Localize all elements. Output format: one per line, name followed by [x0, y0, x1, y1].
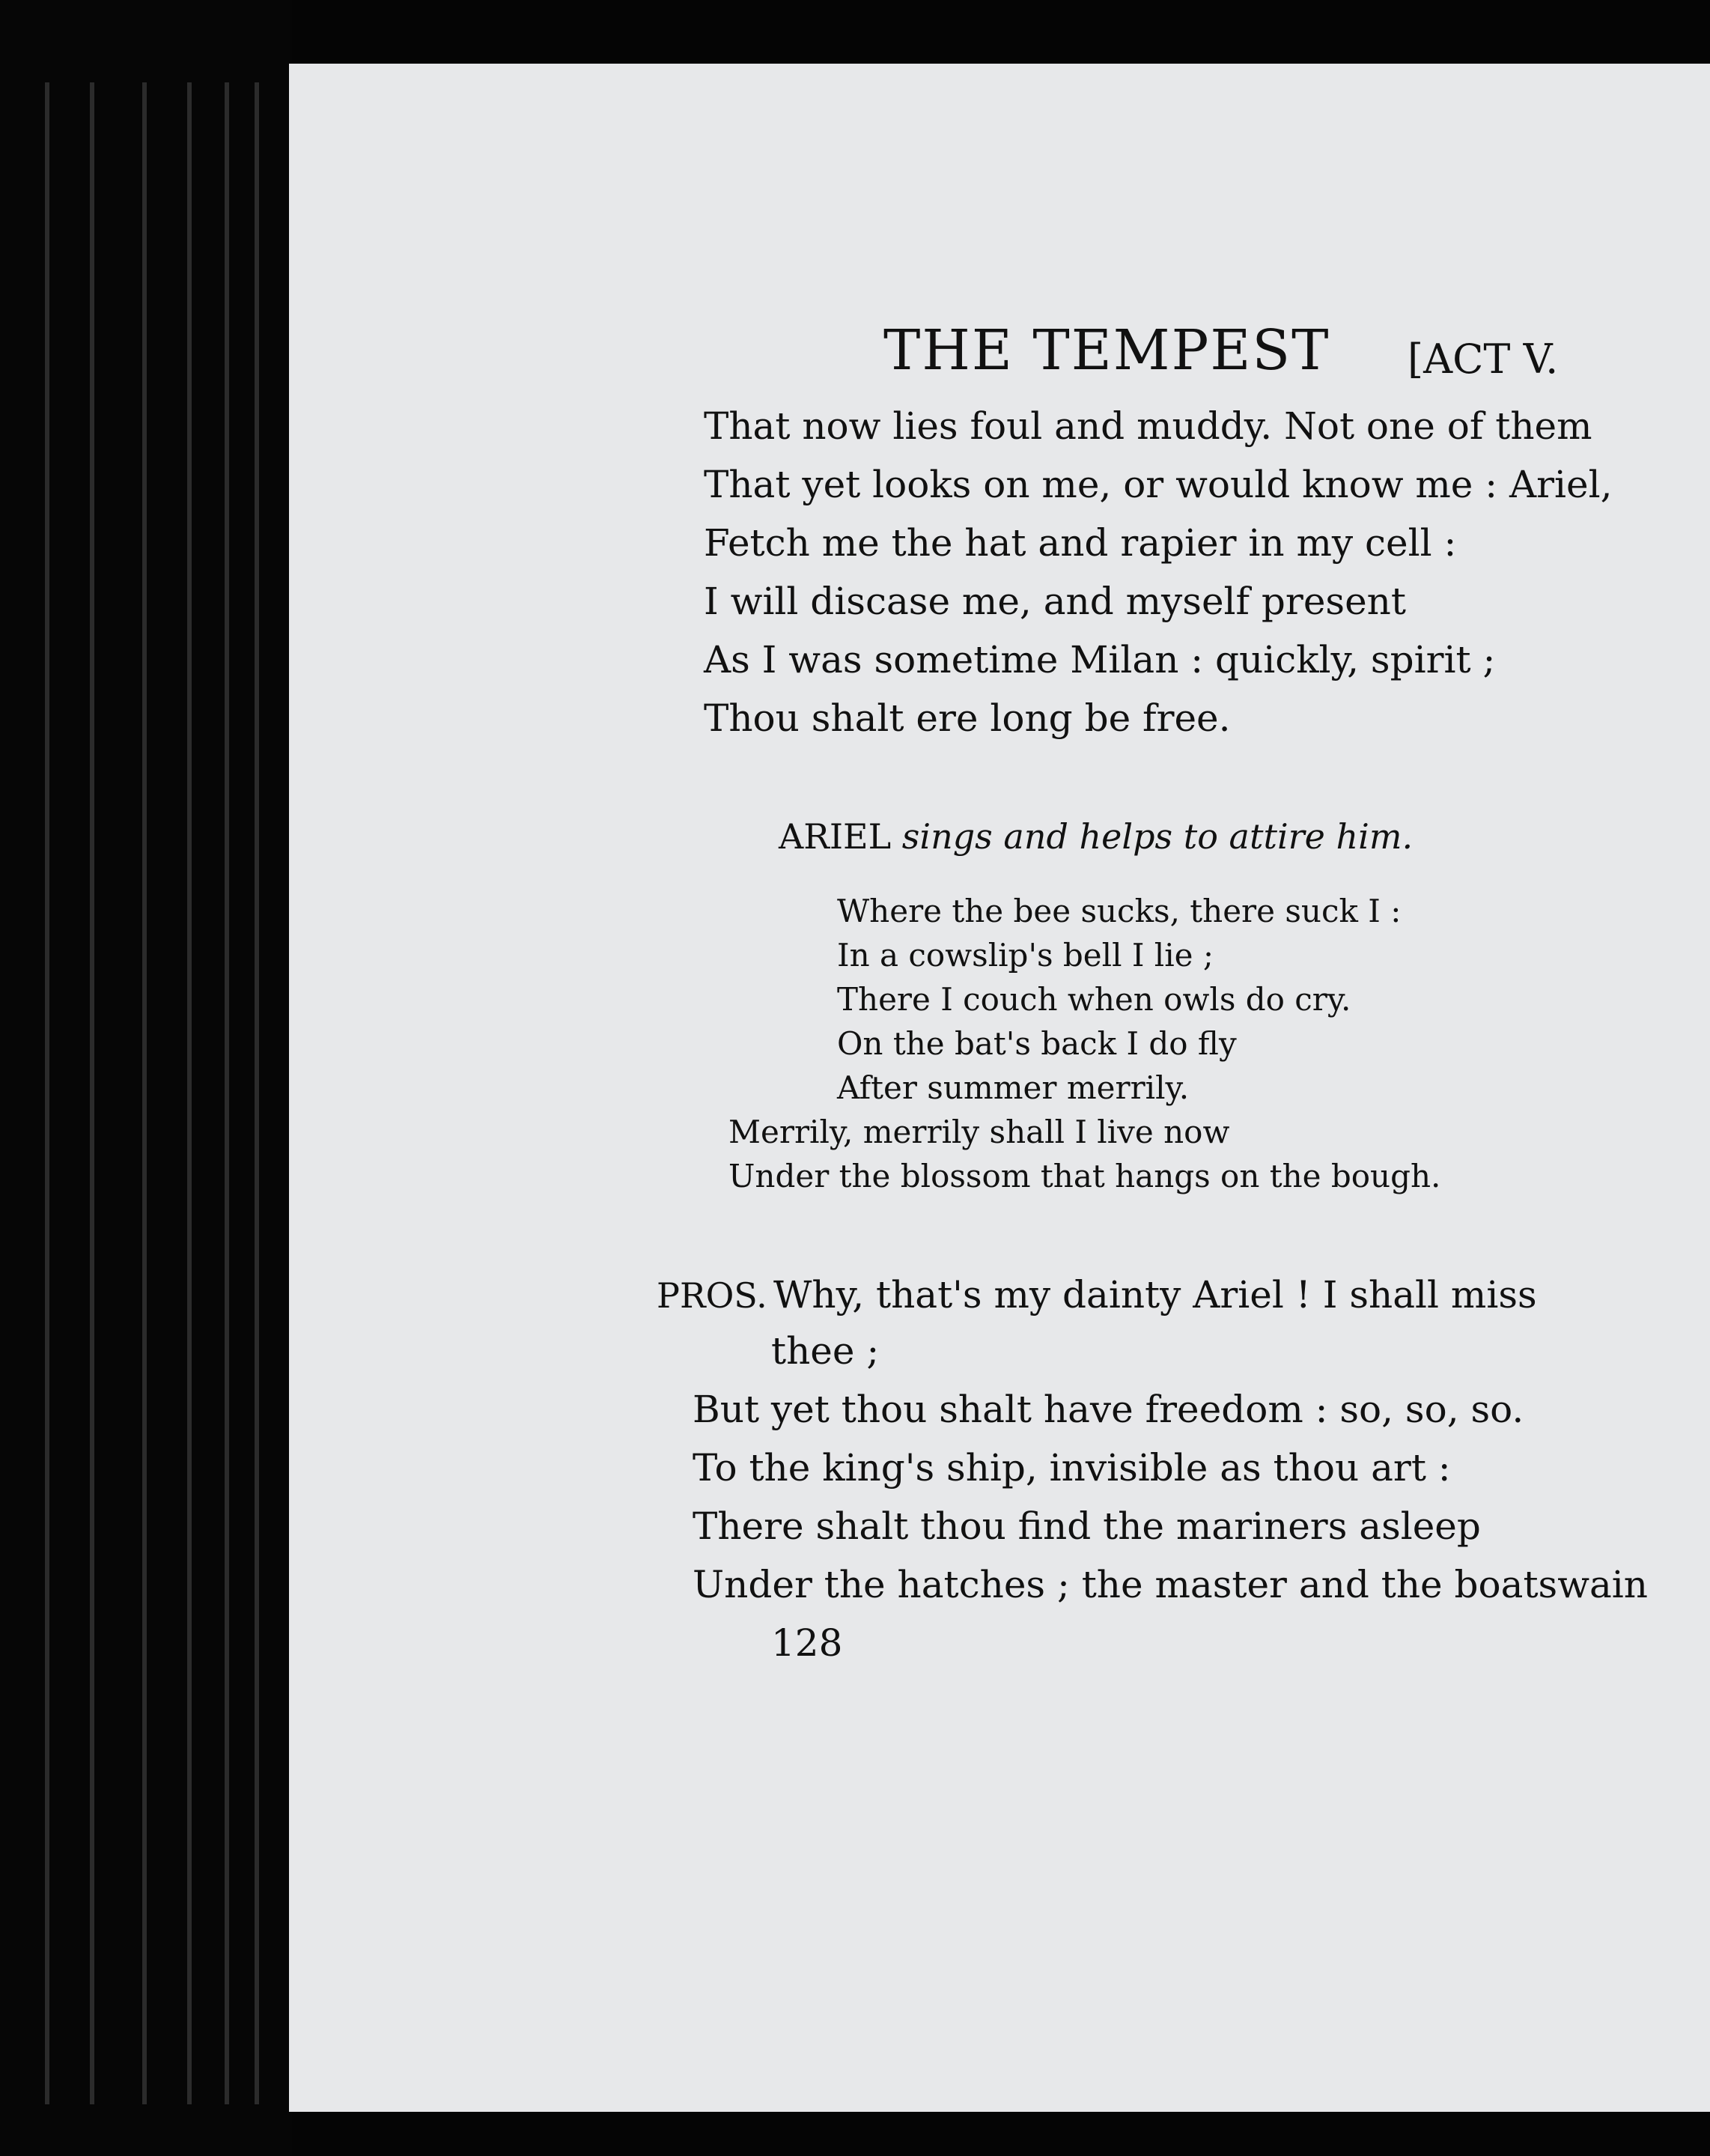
verse-line: As I was sometime Milan : quickly, spirit ; — [704, 638, 1496, 681]
song-line: In a cowslip's bell I lie ; — [837, 937, 1214, 974]
verse-line: There shalt thou find the mariners asleep — [693, 1504, 1481, 1548]
verse-line: I will discase me, and myself present — [704, 580, 1406, 623]
page-edge — [225, 82, 229, 2104]
running-title: THE TEMPEST — [883, 318, 1330, 383]
act-marker: [ACT V. — [1408, 335, 1559, 383]
page-edge — [45, 82, 49, 2104]
verse-line: Why, that's my dainty Ariel ! I shall miss — [773, 1273, 1537, 1317]
verse-line: Thou shalt ere long be free. — [704, 696, 1231, 740]
page-edge — [255, 82, 259, 2104]
stage-direction — [779, 816, 1413, 857]
verse-line: That yet looks on me, or would know me : Ariel, — [704, 463, 1613, 506]
verse-line: Fetch me the hat and rapier in my cell : — [704, 521, 1457, 565]
song-line: Merrily, merrily shall I live now — [728, 1114, 1230, 1150]
song-line: Where the bee sucks, there suck I : — [837, 893, 1402, 929]
verse-line: To the king's ship, invisible as thou art : — [693, 1446, 1451, 1490]
page-edge — [142, 82, 147, 2104]
page-number: 128 — [771, 1621, 843, 1665]
song-line: After summer merrily. — [837, 1069, 1190, 1106]
verse-line: That now lies foul and muddy. Not one of them — [704, 404, 1592, 448]
verse-line: thee ; — [771, 1329, 880, 1373]
verse-line: Under the hatches ; the master and the boatswain — [693, 1563, 1649, 1606]
song-line: Under the blossom that hangs on the bough. — [728, 1158, 1441, 1194]
page-edge — [90, 82, 94, 2104]
song-line: On the bat's back I do fly — [837, 1025, 1237, 1062]
song-line: There I couch when owls do cry. — [837, 981, 1351, 1018]
speaker-prospero: PROS. — [657, 1275, 767, 1316]
page-edge — [187, 82, 192, 2104]
stage-direction-text: sings and helps to attire him. — [901, 816, 1414, 857]
stage-direction-speaker: ARIEL — [779, 816, 892, 857]
verse-line: But yet thou shalt have freedom : so, so, so. — [693, 1388, 1524, 1431]
